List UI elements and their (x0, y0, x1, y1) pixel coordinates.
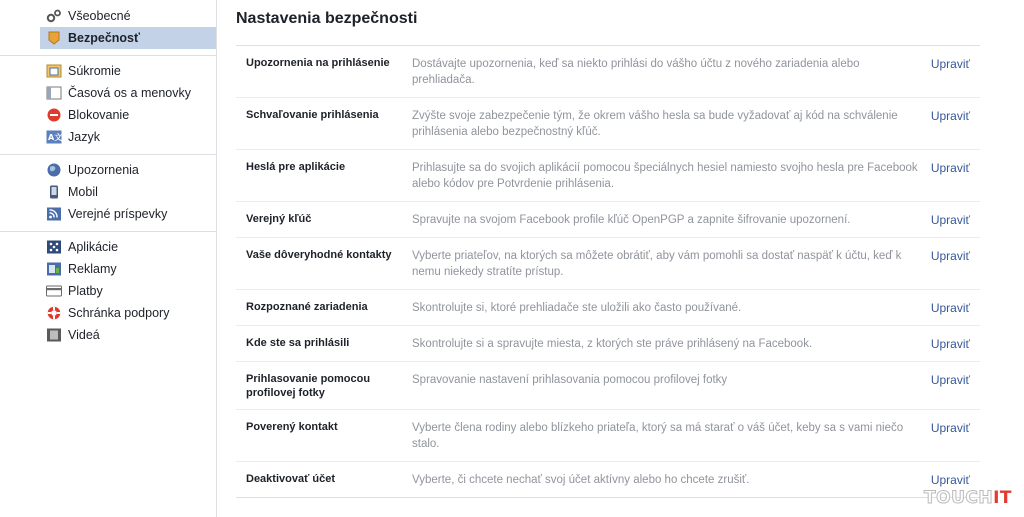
sidebar-item-label: Jazyk (68, 130, 100, 144)
sidebar-item-label: Blokovanie (68, 108, 130, 122)
watermark-touch: TOUCH (924, 488, 994, 508)
sidebar-item-sukromie[interactable] (0, 60, 216, 82)
security-settings-panel (236, 0, 980, 498)
sidebar-item-label: Súkromie (68, 64, 121, 78)
setting-label: Verejný kľúč (246, 213, 312, 225)
edit-link[interactable]: Upraviť (930, 249, 970, 263)
setting-description: Dostávajte upozornenia, keď sa niekto prihlási do vášho účtu z nového zariadenia alebo prehliadača. (412, 58, 860, 86)
edit-link[interactable]: Upraviť (930, 373, 970, 387)
globe-icon (46, 163, 62, 177)
setting-description: Vyberte, či chcete nechať svoj účet aktívny alebo ho chcete zrušiť. (412, 474, 750, 486)
setting-label: Poverený kontakt (246, 421, 338, 433)
sidebar-item-bezpecnost[interactable] (40, 27, 216, 49)
sidebar-item-label: Aplikácie (68, 240, 119, 254)
sidebar-item-aplikacie[interactable] (0, 236, 216, 258)
setting-row-kde-ste-sa-prihlasili (236, 325, 980, 361)
sidebar-item-label: Reklamy (68, 262, 117, 276)
sidebar-group-3 (0, 155, 216, 232)
sidebar-item-jazyk[interactable] (0, 126, 216, 148)
setting-description: Vyberte priateľov, na ktorých sa môžete obrátiť, aby vám pomohli sa dostať naspäť k účtu, keď k nemu niekedy stratíte prístup. (412, 250, 902, 278)
watermark-it: IT (993, 488, 1012, 508)
sidebar-item-verejne-prispevky[interactable] (0, 203, 216, 225)
privacy-lock-icon (46, 64, 62, 78)
edit-link[interactable]: Upraviť (930, 161, 970, 175)
edit-link[interactable]: Upraviť (930, 301, 970, 315)
sidebar-item-label: Bezpečnosť (68, 31, 140, 45)
sidebar-item-vseobecne[interactable] (0, 5, 216, 27)
sidebar-item-label: Upozornenia (68, 163, 139, 177)
edit-link[interactable]: Upraviť (930, 57, 970, 71)
setting-description: Spravujte na svojom Facebook profile kľúč OpenPGP a zapnite šifrovanie upozornení. (412, 214, 851, 226)
sidebar-group-2 (0, 56, 216, 155)
ads-icon (46, 262, 62, 276)
sidebar-group-4 (0, 232, 216, 352)
rss-icon (46, 207, 62, 221)
mobile-icon (46, 185, 62, 199)
sidebar-item-videa[interactable] (0, 324, 216, 346)
language-icon (46, 130, 62, 144)
setting-description: Spravovanie nastavení prihlasovania pomocou profilovej fotky (412, 374, 728, 386)
sidebar-group-1 (0, 0, 216, 56)
sidebar-item-schranka-podpory[interactable] (0, 302, 216, 324)
setting-label: Schvaľovanie prihlásenia (246, 109, 379, 121)
setting-label: Vaše dôveryhodné kontakty (246, 249, 392, 261)
setting-row-prihlasovanie-pomocou-profilovej-fotky (236, 361, 980, 409)
edit-link[interactable]: Upraviť (930, 213, 970, 227)
sidebar-item-label: Časová os a menovky (68, 86, 191, 100)
setting-description: Skontrolujte si a spravujte miesta, z ktorých ste práve prihlásený na Facebook. (412, 338, 813, 350)
setting-row-hesla-pre-aplikacie (236, 149, 980, 201)
svg-text:A文: A文 (48, 133, 62, 142)
settings-sidebar (0, 0, 217, 517)
edit-link[interactable]: Upraviť (930, 421, 970, 435)
setting-description: Skontrolujte si, ktoré prehliadače ste uložili ako často používané. (412, 302, 742, 314)
setting-label: Deaktivovať účet (246, 473, 336, 485)
sidebar-item-reklamy[interactable] (0, 258, 216, 280)
setting-row-vase-doveryhodne-kontakty (236, 237, 980, 289)
film-icon (46, 328, 62, 342)
setting-label: Upozornenia na prihlásenie (246, 57, 390, 69)
sidebar-item-mobil[interactable] (0, 181, 216, 203)
sidebar-item-platby[interactable] (0, 280, 216, 302)
setting-row-rozpoznane-zariadenia (236, 289, 980, 325)
sidebar-item-blokovanie[interactable] (0, 104, 216, 126)
block-icon (46, 108, 62, 122)
sidebar-item-label: Platby (68, 284, 103, 298)
setting-row-verejny-kluc (236, 201, 980, 237)
touchit-watermark (924, 488, 1012, 508)
setting-description: Prihlasujte sa do svojich aplikácií pomocou špeciálnych hesiel namiesto svojho hesla pre Facebook alebo kódov pre Potvrdenie prihlásenia. (412, 162, 918, 190)
setting-row-upozornenia-na-prihlasenie (236, 46, 980, 97)
security-settings-table (236, 45, 980, 498)
setting-label: Kde ste sa prihlásili (246, 337, 350, 349)
setting-row-schvalovanie-prihlasenia (236, 97, 980, 149)
gears-icon (46, 9, 62, 23)
setting-description: Vyberte člena rodiny alebo blízkeho priateľa, ktorý sa má starať o váš účet, keby sa s vami niečo stalo. (412, 422, 904, 450)
setting-label: Rozpoznané zariadenia (246, 301, 368, 313)
apps-icon (46, 240, 62, 254)
sidebar-item-label: Schránka podpory (68, 306, 170, 320)
sidebar-item-label: Videá (68, 328, 100, 342)
setting-label: Prihlasovanie pomocou profilovej fotky (246, 373, 371, 399)
edit-link[interactable]: Upraviť (930, 337, 970, 351)
setting-row-deaktivovat-ucet (236, 461, 980, 497)
card-icon (46, 284, 62, 298)
page-title: Nastavenia bezpečnosti (236, 10, 418, 27)
edit-link[interactable]: Upraviť (930, 473, 970, 487)
setting-description: Zvýšte svoje zabezpečenie tým, že okrem vášho hesla sa bude vyžadovať aj kód na schválenie prihlásenia alebo bezpečnostný kľúč. (412, 110, 898, 138)
sidebar-item-label: Verejné príspevky (68, 207, 168, 221)
badge-icon (46, 31, 62, 45)
lifebuoy-icon (46, 306, 62, 320)
sidebar-item-label: Všeobecné (68, 9, 131, 23)
sidebar-item-label: Mobil (68, 185, 98, 199)
setting-label: Heslá pre aplikácie (246, 161, 346, 173)
timeline-icon (46, 86, 62, 100)
sidebar-item-casova-os-a-menovky[interactable] (0, 82, 216, 104)
setting-row-povereny-kontakt (236, 409, 980, 461)
sidebar-item-upozornenia[interactable] (0, 159, 216, 181)
edit-link[interactable]: Upraviť (930, 109, 970, 123)
